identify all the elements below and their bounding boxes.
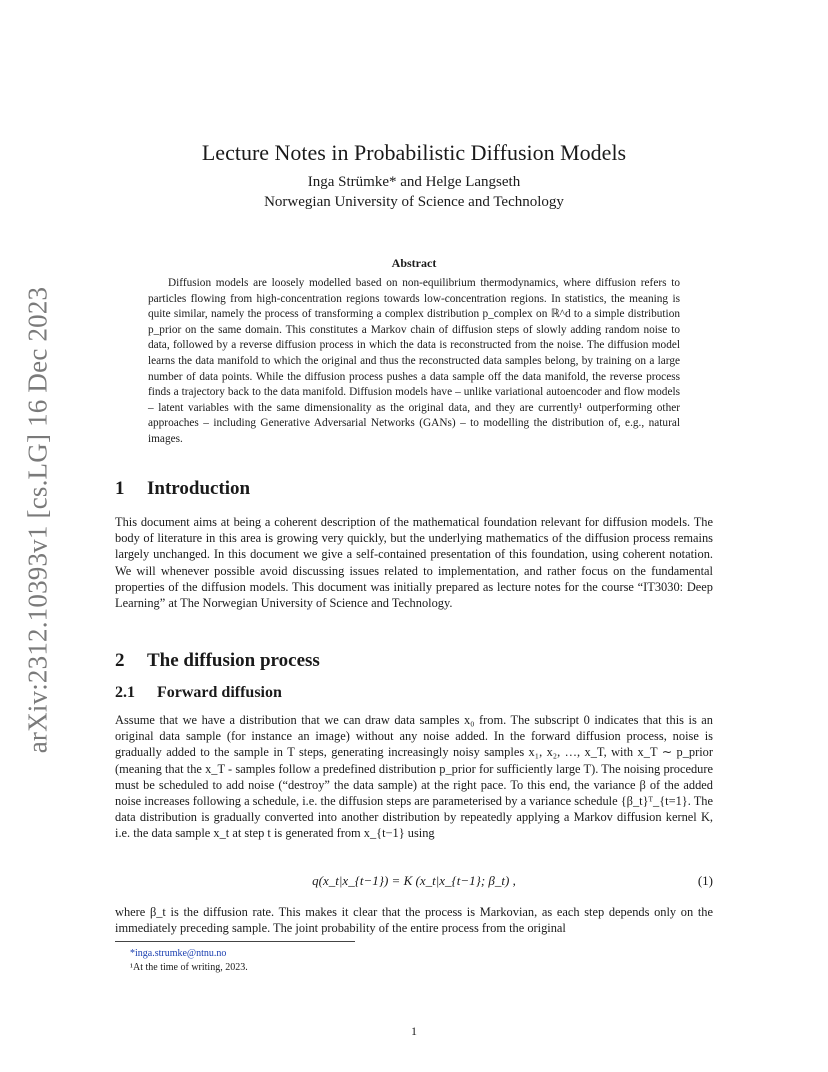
equation-1 — [115, 873, 713, 893]
abstract-text: Diffusion models are loosely modelled based on non-equilibrium thermodynamics, where diffusion refers to particles flowing from high-concentration regions towards low-concentration regions. In statistics, the meaning is quite similar, namely the process of transforming a complex distribution p_complex on ℝ^d to a simple distribution p_prior on the same domain. This constitutes a Markov chain of diffusion steps of slowly adding random noise to data, followed by a reverse diffusion process in which the data is reconstructed from the noise. The diffusion model learns the data manifold to which the original and thus the reconstructed data samples belong, by training on a large number of data points. While the diffusion process pushes a data sample off the data manifold, the reverse process finds a trajectory back to the data manifold. Diffusion models have – unlike variational autoencoder and flow models – latent variables with the same dimensionality as the original data, and they are currently¹ outperforming other approaches – including Generative Adversarial Networks (GANs) – to modelling the distribution of, e.g., natural images. — [148, 277, 680, 445]
author-affiliation: Norwegian University of Science and Technology — [264, 194, 564, 210]
author-names: Inga Strümke* and Helge Langseth — [307, 174, 521, 190]
section-number: 1 — [115, 478, 125, 499]
subsection-title: Forward diffusion — [157, 684, 282, 701]
section-diffusion-heading — [115, 650, 320, 672]
section-number: 2 — [115, 650, 125, 671]
subsection-number: 2.1 — [115, 684, 135, 701]
footnote-email-link[interactable]: *inga.strumke@ntnu.no — [130, 948, 227, 959]
equation-number: (1) — [697, 873, 713, 888]
subsection-forward-diffusion-heading — [115, 684, 282, 702]
author-block — [0, 172, 828, 212]
introduction-paragraph: This document aims at being a coherent description of the mathematical foundation relevant for diffusion models. The body of literature in this area is growing very quickly, but the underlying mathematics of the diffusion process remains largely unchanged. In this document we give a self-contained presentation of this foundation, using coherent notation. We will whenever possible avoid discussing issues related to implementation, and rather focus on the fundamental properties of the diffusion models. This document was initially prepared as lecture notes for the course “IT3030: Deep Learning” at The Norwegian University of Science and Technology. — [115, 515, 713, 611]
section-title: The diffusion process — [147, 650, 320, 671]
paper-title: Lecture Notes in Probabilistic Diffusion Models — [201, 139, 627, 165]
equation-formula: q(x_t|x_{t−1}) = K (x_t|x_{t−1}; β_t) , — [312, 873, 516, 888]
page-number: 1 — [411, 1024, 417, 1038]
footnote-rule — [115, 941, 355, 942]
section-title: Introduction — [147, 478, 251, 499]
footnote-1: ¹At the time of writing, 2023. — [130, 962, 248, 973]
arxiv-id-text: arXiv:2312.10393v1 [cs.LG] 16 Dec 2023 — [22, 286, 53, 754]
abstract-heading: Abstract — [391, 256, 437, 270]
after-equation-paragraph: where β_t is the diffusion rate. This makes it clear that the process is Markovian, as each step depends only on the immediately preceding sample. The joint probability of the entire process from the original — [115, 905, 713, 936]
forward-diffusion-paragraph: Assume that we have a distribution that we can draw data samples x₀ from. The subscript 0 indicates that this is an original data sample (for instance an image) without any noise added. In the forward diffusion process, noise is gradually added to the sample in T steps, generating increasingly noisy samples x₁, x₂, …, x_T, with x_T ∼ p_prior (meaning that the x_T - samples follow a predefined distribution p_prior for sufficiently large T). The noising procedure must be scheduled to add noise (“destroy” the data sample) at the right pace. To this end, the variance β of the added noise increases following a schedule, i.e. the diffusion steps are parameterised by a variance schedule {β_t}ᵀ_{t=1}. The data distribution is gradually converted into another distribution by repeatedly applying a Markov diffusion kernel K, i.e. the data sample x_t at step t is generated from x_{t−1} using — [115, 713, 713, 841]
arxiv-sidebar-stamp — [18, 280, 58, 760]
footnotes — [130, 947, 248, 975]
section-introduction-heading — [115, 478, 250, 500]
